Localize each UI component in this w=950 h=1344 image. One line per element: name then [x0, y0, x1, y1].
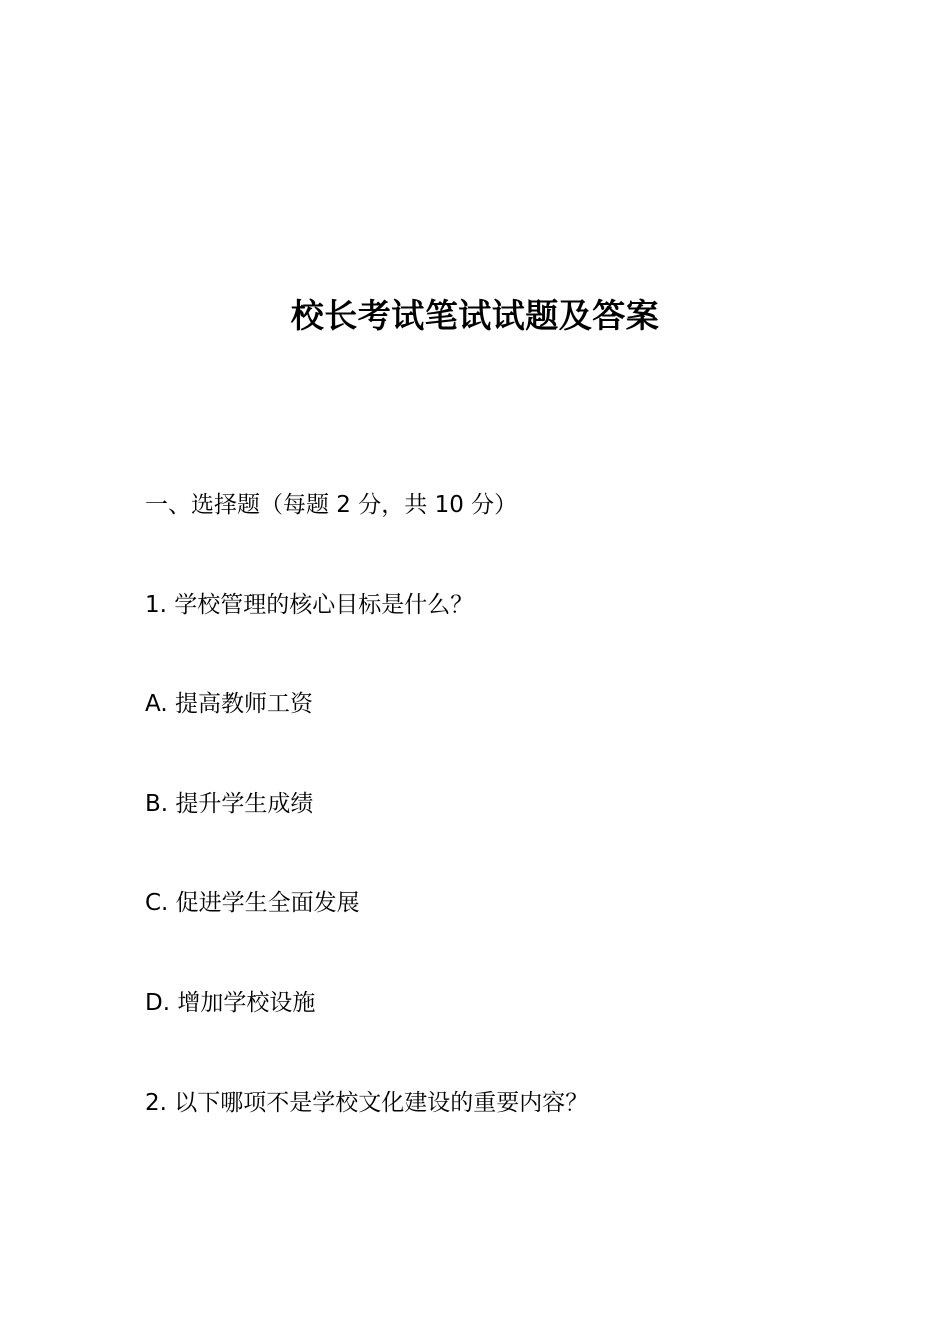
question-1-option-b: B. 提升学生成绩 — [145, 791, 314, 817]
document-title: 校长考试笔试试题及答案 — [290, 296, 660, 335]
question-1-option-d: D. 增加学校设施 — [145, 990, 316, 1016]
question-1-option-a: A. 提高教师工资 — [145, 691, 313, 717]
question-2: 2. 以下哪项不是学校文化建设的重要内容？ — [145, 1090, 589, 1116]
section-heading: 一、选择题（每题 2 分，共 10 分） — [145, 492, 518, 518]
question-1: 1. 学校管理的核心目标是什么？ — [145, 592, 474, 618]
question-1-option-c: C. 促进学生全面发展 — [145, 890, 360, 916]
